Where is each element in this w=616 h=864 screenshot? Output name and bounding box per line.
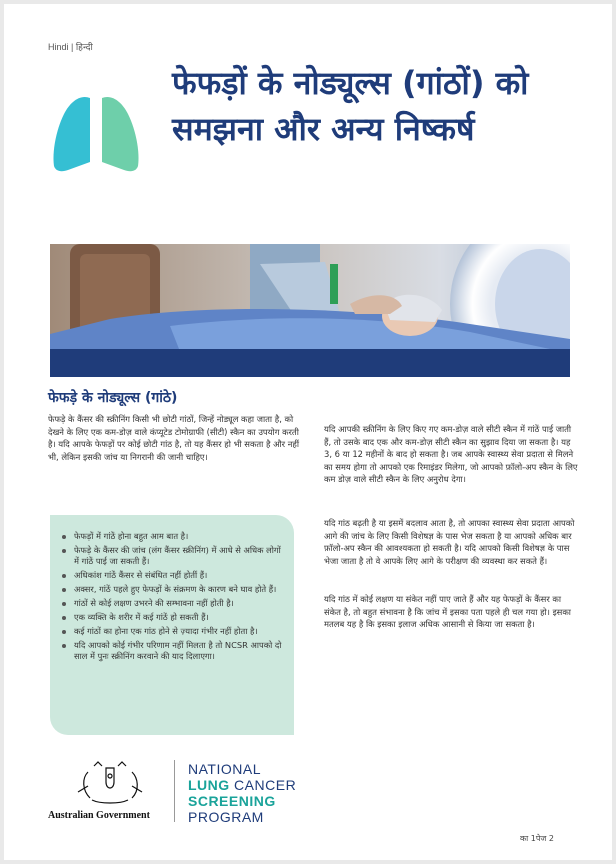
language-label: Hindi | हिन्दी bbox=[48, 42, 93, 52]
program-logo-line2 bbox=[188, 777, 296, 793]
section-title: फेफड़े के नोड्यूल्स (गांठे) bbox=[48, 390, 178, 406]
bullet-icon bbox=[62, 616, 66, 620]
fact-text: अक्सर, गांठें पहले हुए फेफड़ों के संक्रमण के कारण बने घाव होते हैं। bbox=[74, 584, 277, 595]
intro-paragraph: फेफड़े के कैंसर की स्क्रीनिंग किसी भी छोटी गांठों, जिन्हें नोड्यूल कहा जाता है, को देखने के लिए एक कम-डोज़ वाले कंप्यूटेड टोमोग्राफी (सीटी) स्कैन का उपयोग करती है। यदि आपके फेफड़ों पर कोई छोटी गांठ है, तो यह कैंसर हो भी सकता है और नहीं भी, लेकिन इसकी जांच या निगरानी की जानी चाहिए। bbox=[48, 414, 300, 462]
fact-text: कई गांठों का होना एक गांठ होने से ज़्यादा गंभीर नहीं होता है। bbox=[74, 625, 258, 636]
bullet-icon bbox=[62, 644, 66, 648]
fact-item bbox=[60, 545, 282, 568]
fact-item bbox=[60, 626, 282, 637]
early-detection-paragraph: यदि गांठ में कोई लक्षण या संकेत नहीं पाए जाते हैं और यह फेफड़ों के कैंसर का संकेत है, तो बहुत संभावना है कि जांच में इसका पता पहले ही चल गया हो। इसका मतलब यह है कि इसका इलाज अधिक आसानी से किया जा सकता है। bbox=[324, 594, 571, 630]
government-name: Australian Government bbox=[48, 810, 150, 821]
program-logo bbox=[188, 761, 296, 825]
page-number: का 1पेज 2 bbox=[520, 834, 554, 843]
program-logo-lung: LUNG bbox=[188, 777, 230, 793]
hero-image bbox=[50, 244, 570, 377]
fact-item bbox=[60, 570, 282, 581]
page-title: फेफड़ों के नोड्यूल्स (गांठों) को समझना और अन्य निष्कर्ष bbox=[172, 64, 529, 148]
fact-item bbox=[60, 584, 282, 595]
document-page bbox=[4, 4, 612, 860]
fact-text: फेफड़े के कैंसर की जांच (लंग कैंसर स्क्रीनिंग) में आधे से अधिक लोगों में गांठें पाई जा सकती हैं। bbox=[74, 544, 281, 567]
fact-text: यदि आपको कोई गंभीर परिणाम नहीं मिलता है तो NCSR आपको दो साल में पुनः स्क्रीनिंग करवाने की याद दिलाएगा। bbox=[74, 639, 282, 662]
bullet-icon bbox=[62, 602, 66, 606]
fact-item bbox=[60, 640, 282, 663]
fact-item bbox=[60, 612, 282, 623]
facts-box bbox=[50, 515, 294, 735]
program-logo-line4: PROGRAM bbox=[188, 809, 264, 825]
bullet-icon bbox=[62, 574, 66, 578]
lungs-icon bbox=[50, 92, 142, 174]
fact-text: फेफड़ों में गांठें होना बहुत आम बात है। bbox=[74, 531, 189, 541]
bullet-icon bbox=[62, 535, 66, 539]
fact-text: गांठों से कोई लक्षण उभरने की सम्भावना नहीं होती है। bbox=[74, 598, 234, 609]
bullet-icon bbox=[62, 588, 66, 592]
fact-item bbox=[60, 598, 282, 609]
fact-text: एक व्यक्ति के शरीर में कई गांठें हो सकती हैं। bbox=[74, 611, 209, 622]
logo-divider bbox=[174, 760, 175, 822]
program-logo-line1: NATIONAL bbox=[188, 761, 261, 777]
bullet-icon bbox=[62, 630, 66, 634]
program-logo-line3: SCREENING bbox=[188, 793, 276, 809]
specialist-paragraph: यदि गांठ बढ़ती है या इसमें बदलाव आता है, तो आपका स्वास्थ्य सेवा प्रदाता आपको आगे की जांच के लिए किसी विशेषज्ञ के पास भेज सकता है या आपको अधिक बार फ़ॉलो-अप स्कैन की आवश्यकता हो सकती है। यदि आपको किसी विशेषज्ञ के पास भेजा जाता है तो वे आपके लिए आगे के परीक्षण की व्यवस्था कर सकते हैं। bbox=[324, 518, 575, 566]
program-logo-cancer: CANCER bbox=[229, 777, 297, 793]
bullet-icon bbox=[62, 549, 66, 553]
fact-item bbox=[60, 531, 282, 542]
facts-list bbox=[50, 515, 294, 663]
fact-text: अधिकांश गांठें कैंसर से संबंधित नहीं होतीं हैं। bbox=[74, 570, 208, 581]
followup-paragraph: यदि आपकी स्क्रीनिंग के लिए किए गए कम-डोज़ वाले सीटी स्कैन में गांठें पाई जाती हैं, तो उसके बाद एक और कम-डोज़ सीटी स्कैन का सुझाव दिया जा सकता है। यह 3, 6 या 12 महीनों के बाद हो सकता है। जब आपके स्वास्थ्य सेवा प्रदाता से मिलने का समय होगा तो आपको एक रिमाइंडर मिलेगा, जो आपको फ़ॉलो-अप स्कैन के लिए कम डोज़ वाले सीटी स्कैन के लिए अनुरोध देगा। bbox=[324, 424, 578, 485]
